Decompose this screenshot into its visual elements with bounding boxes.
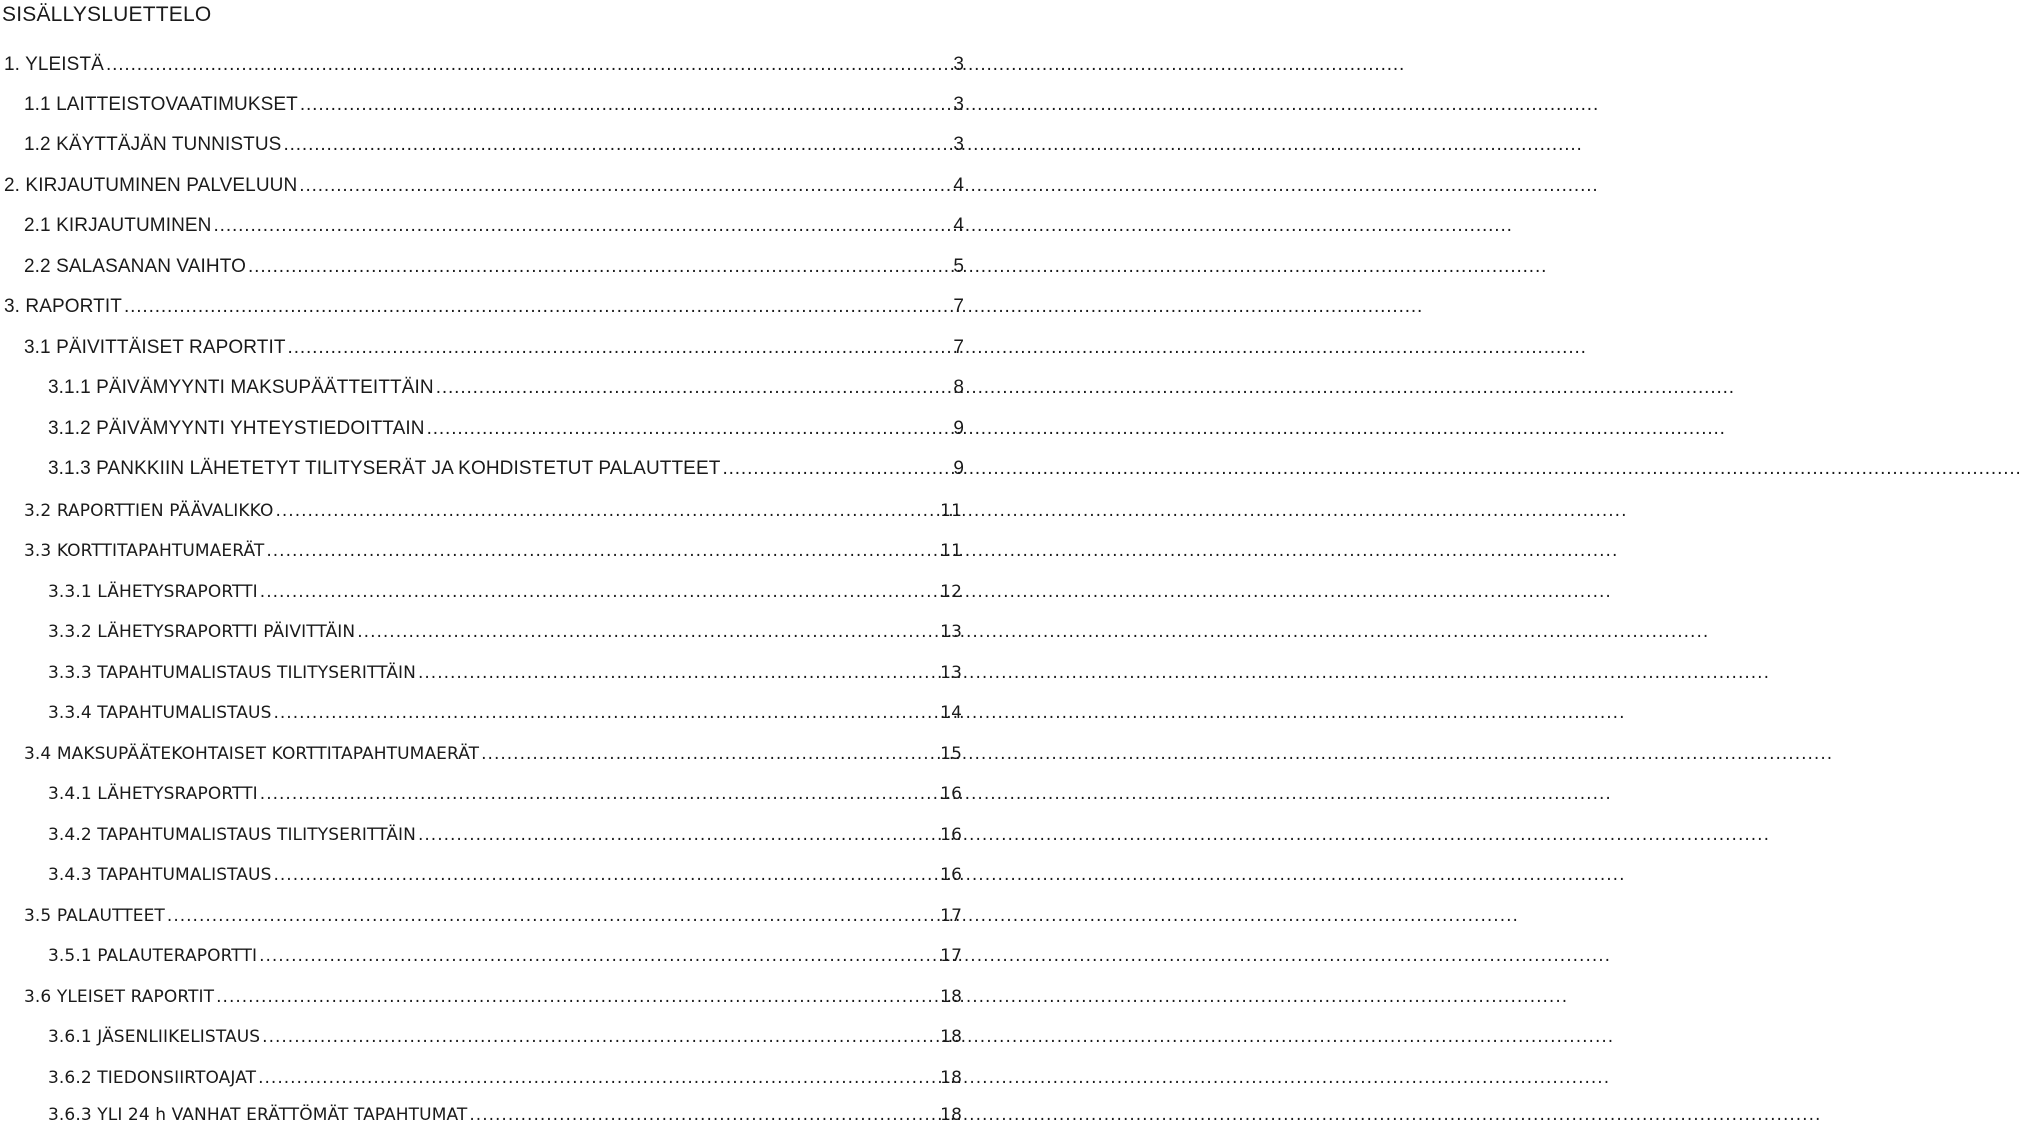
toc-entry[interactable] (48, 781, 962, 807)
page-title: SISÄLLYSLUETTELO (2, 3, 212, 26)
toc-entry[interactable] (48, 822, 962, 848)
toc-dot-leader (259, 943, 938, 969)
toc-entry-label: 3.4 MAKSUPÄÄTEKOHTAISET KORTTITAPAHTUMAERÄT (24, 744, 480, 764)
toc-entry[interactable] (24, 903, 962, 929)
toc-entry-page: 17 (940, 946, 962, 966)
toc-entry-label: 3.2 RAPORTTIEN PÄÄVALIKKO (24, 501, 274, 521)
table-of-contents (0, 0, 964, 1128)
toc-entry-page: 11 (940, 501, 962, 521)
toc-entry-page: 4 (953, 175, 964, 196)
toc-entry-label: 1.2 KÄYTTÄJÄN TUNNISTUS (24, 134, 282, 155)
toc-entry-label: 3.6 YLEISET RAPORTIT (24, 987, 215, 1007)
toc-entry-label: 3.6.1 JÄSENLIIKELISTAUS (48, 1027, 261, 1047)
toc-entry-label: 1. YLEISTÄ (4, 54, 104, 75)
toc-entry-label: 2.1 KIRJAUTUMINEN (24, 215, 212, 236)
toc-entry-label: 3. RAPORTIT (4, 296, 122, 317)
toc-entry-page: 8 (953, 377, 964, 398)
toc-entry-label: 3.1.3 PANKKIIN LÄHETETYT TILITYSERÄT JA KOHDISTETUT PALAUTTEET (48, 458, 721, 479)
toc-entry[interactable] (4, 294, 964, 320)
toc-entry-page: 3 (953, 134, 964, 155)
toc-entry-label: 3.3 KORTTITAPAHTUMAERÄT (24, 541, 265, 561)
toc-entry[interactable] (24, 335, 964, 361)
toc-entry-label: 3.6.3 YLI 24 h VANHAT ERÄTTÖMÄT TAPAHTUMAT (48, 1105, 468, 1125)
toc-entry[interactable] (24, 538, 962, 564)
toc-dot-leader (273, 700, 938, 726)
toc-dot-leader (300, 92, 951, 118)
toc-dot-leader (299, 173, 951, 199)
toc-entry-label: 3.3.4 TAPAHTUMALISTAUS (48, 703, 272, 723)
toc-entry-label: 3.5 PALAUTTEET (24, 906, 165, 926)
toc-entry-page: 13 (940, 622, 962, 642)
toc-entry[interactable] (48, 1065, 962, 1091)
toc-entry[interactable] (48, 456, 964, 482)
toc-entry-page: 18 (940, 1068, 962, 1088)
toc-entry[interactable] (24, 498, 962, 524)
toc-entry-page: 12 (940, 582, 962, 602)
toc-entry[interactable] (48, 943, 962, 969)
toc-dot-leader (214, 213, 952, 239)
toc-entry-page: 18 (940, 987, 962, 1007)
toc-entry[interactable] (48, 619, 962, 645)
toc-entry-page: 9 (953, 418, 964, 439)
toc-entry-label: 2.2 SALASANAN VAIHTO (24, 256, 246, 277)
toc-entry-page: 13 (940, 663, 962, 683)
toc-dot-leader (273, 862, 938, 888)
toc-entry-label: 3.1.2 PÄIVÄMYYNTI YHTEYSTIEDOITTAIN (48, 418, 425, 439)
toc-entry-page: 15 (940, 744, 962, 764)
toc-entry-page: 9 (953, 458, 964, 479)
toc-entry-label: 3.1.1 PÄIVÄMYYNTI MAKSUPÄÄTTEITTÄIN (48, 377, 434, 398)
toc-dot-leader (260, 579, 938, 605)
toc-entry-page: 16 (940, 865, 962, 885)
toc-entry[interactable] (4, 52, 964, 78)
toc-entry-label: 3.3.3 TAPAHTUMALISTAUS TILITYSERITTÄIN (48, 663, 416, 683)
toc-dot-leader (262, 1024, 938, 1050)
toc-entry-label: 3.4.2 TAPAHTUMALISTAUS TILITYSERITTÄIN (48, 825, 416, 845)
toc-dot-leader (436, 375, 952, 401)
toc-entry-page: 16 (940, 784, 962, 804)
toc-entry-label: 3.1 PÄIVITTÄISET RAPORTIT (24, 337, 286, 358)
toc-dot-leader (469, 1102, 938, 1128)
toc-entry-page: 17 (940, 906, 962, 926)
toc-entry-label: 2. KIRJAUTUMINEN PALVELUUN (4, 175, 298, 196)
toc-entry-page: 16 (940, 825, 962, 845)
toc-entry-label: 3.6.2 TIEDONSIIRTOAJAT (48, 1068, 257, 1088)
toc-entry[interactable] (24, 92, 964, 118)
toc-dot-leader (418, 822, 938, 848)
toc-entry-page: 3 (953, 94, 964, 115)
toc-dot-leader (283, 132, 951, 158)
toc-entry[interactable] (24, 213, 964, 239)
toc-dot-leader (418, 660, 938, 686)
toc-entry-page: 4 (953, 215, 964, 236)
toc-entry-page: 18 (940, 1105, 962, 1125)
toc-entry[interactable] (48, 660, 962, 686)
toc-dot-leader (106, 52, 951, 78)
toc-dot-leader (427, 416, 952, 442)
toc-entry[interactable] (4, 173, 964, 199)
toc-entry-page: 18 (940, 1027, 962, 1047)
toc-dot-leader (357, 619, 938, 645)
toc-entry[interactable] (48, 1102, 962, 1128)
toc-dot-leader (288, 335, 952, 361)
toc-entry-label: 3.3.1 LÄHETYSRAPORTTI (48, 582, 258, 602)
toc-entry[interactable] (48, 375, 964, 401)
toc-entry[interactable] (48, 416, 964, 442)
toc-dot-leader (124, 294, 951, 320)
toc-dot-leader (722, 456, 951, 482)
toc-dot-leader (266, 538, 938, 564)
toc-entry-page: 14 (940, 703, 962, 723)
toc-entry-page: 7 (953, 296, 964, 317)
toc-entry-page: 3 (953, 54, 964, 75)
toc-dot-leader (481, 741, 938, 767)
toc-entry[interactable] (24, 132, 964, 158)
toc-entry[interactable] (48, 579, 962, 605)
toc-entry[interactable] (24, 254, 964, 280)
toc-entry[interactable] (48, 1024, 962, 1050)
toc-entry-page: 5 (953, 256, 964, 277)
toc-dot-leader (275, 498, 938, 524)
toc-entry-label: 1.1 LAITTEISTOVAATIMUKSET (24, 94, 298, 115)
toc-dot-leader (216, 984, 938, 1010)
toc-entry[interactable] (24, 984, 962, 1010)
toc-entry[interactable] (48, 862, 962, 888)
toc-dot-leader (167, 903, 938, 929)
toc-entry-label: 3.3.2 LÄHETYSRAPORTTI PÄIVITTÄIN (48, 622, 356, 642)
toc-dot-leader (258, 1065, 938, 1091)
toc-dot-leader (248, 254, 951, 280)
toc-entry[interactable] (48, 700, 962, 726)
toc-entry-page: 11 (940, 541, 962, 561)
toc-dot-leader (260, 781, 938, 807)
toc-entry[interactable] (24, 741, 962, 767)
toc-entry-label: 3.4.3 TAPAHTUMALISTAUS (48, 865, 272, 885)
toc-entry-label: 3.5.1 PALAUTERAPORTTI (48, 946, 258, 966)
toc-entry-page: 7 (953, 337, 964, 358)
toc-entry-label: 3.4.1 LÄHETYSRAPORTTI (48, 784, 258, 804)
